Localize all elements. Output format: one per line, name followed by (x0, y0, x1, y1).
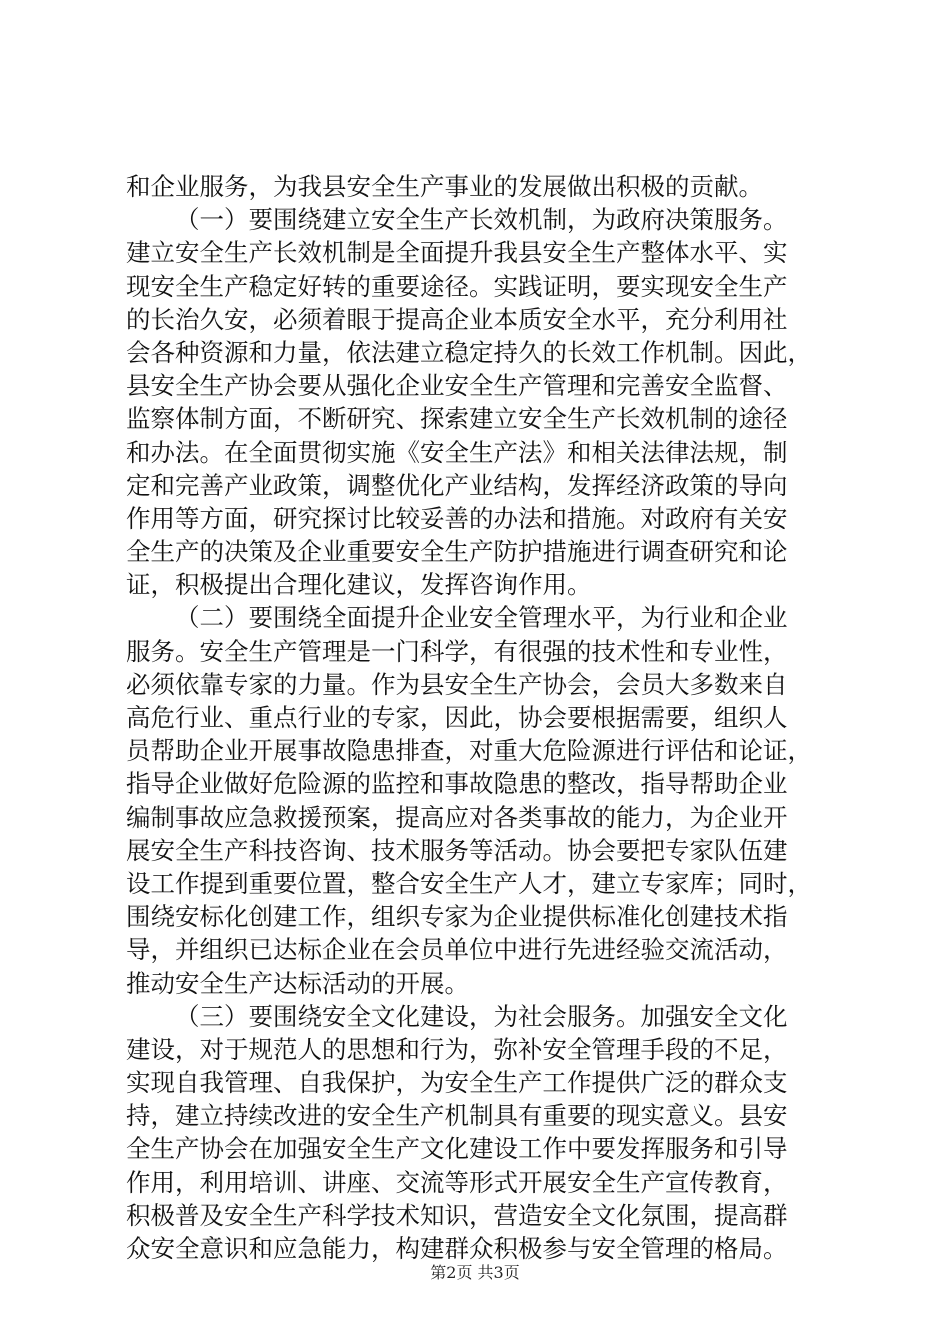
text-line: 建设，对于规范人的思想和行为，弥补安全管理手段的不足， (126, 1034, 788, 1064)
text-line: 众安全意识和应急能力，构建群众积极参与安全管理的格局。 (126, 1234, 788, 1263)
text-line: 全生产的决策及企业重要安全生产防护措施进行调查研究和论 (126, 537, 788, 567)
text-line: 设工作提到重要位置，整合安全生产人才，建立专家库；同时， (126, 868, 812, 898)
text-line: 的长治久安，必须着眼于提高企业本质安全水平，充分利用社 (126, 304, 788, 334)
text-line: 围绕安标化创建工作，组织专家为企业提供标准化创建技术指 (126, 902, 788, 932)
text-line: 作用等方面，研究探讨比较妥善的办法和措施。对政府有关安 (126, 503, 788, 533)
text-line: 实现自我管理、自我保护，为安全生产工作提供广泛的群众支 (126, 1068, 788, 1098)
text-line: 现安全生产稳定好转的重要途径。实践证明，要实现安全生产 (126, 271, 788, 301)
text-line: 积极普及安全生产科学技术知识，营造安全文化氛围，提高群 (126, 1200, 788, 1230)
text-line: 建立安全生产长效机制是全面提升我县安全生产整体水平、实 (126, 238, 788, 268)
page-number: 第2页 共3页 (430, 1263, 520, 1282)
text-line: 编制事故应急救援预案，提高应对各类事故的能力，为企业开 (126, 802, 788, 832)
text-line: 会各种资源和力量，依法建立稳定持久的长效工作机制。因此， (126, 337, 812, 367)
text-line: 推动安全生产达标活动的开展。 (126, 968, 469, 998)
text-line: 展安全生产科技咨询、技术服务等活动。协会要把专家队伍建 (126, 835, 788, 865)
text-line: 县安全生产协会要从强化企业安全生产管理和完善安全监督、 (126, 371, 788, 401)
text-line: 员帮助企业开展事故隐患排查，对重大危险源进行评估和论证， (126, 736, 812, 766)
text-line: 导，并组织已达标企业在会员单位中进行先进经验交流活动， (126, 935, 788, 965)
text-line: 全生产协会在加强安全生产文化建设工作中要发挥服务和引导 (126, 1134, 788, 1164)
text-line: 证，积极提出合理化建议，发挥咨询作用。 (126, 570, 592, 600)
text-line: 定和完善产业政策，调整优化产业结构，发挥经济政策的导向 (126, 470, 788, 500)
text-line: 和办法。在全面贯彻实施《安全生产法》和相关法律法规，制 (126, 437, 788, 467)
text-line: 作用，利用培训、讲座、交流等形式开展安全生产宣传教育， (126, 1167, 788, 1197)
text-line: 和企业服务，为我县安全生产事业的发展做出积极的贡献。 (126, 172, 763, 201)
text-line: 必须依靠专家的力量。作为县安全生产协会，会员大多数来自 (126, 669, 788, 699)
paragraph-2-heading-line: （二）要围绕全面提升企业安全管理水平，为行业和企业 (175, 603, 788, 633)
page-footer (0, 1262, 950, 1284)
text-line: 高危行业、重点行业的专家，因此，协会要根据需要，组织人 (126, 703, 788, 732)
document-body (126, 170, 846, 1265)
paragraph-1-heading-line: （一）要围绕建立安全生产长效机制，为政府决策服务。 (175, 205, 788, 235)
text-line: 指导企业做好危险源的监控和事故隐患的整改，指导帮助企业 (126, 769, 788, 799)
text-line: 监察体制方面，不断研究、探索建立安全生产长效机制的途径 (126, 404, 788, 434)
text-line: 持，建立持续改进的安全生产机制具有重要的现实意义。县安 (126, 1101, 788, 1131)
text-line: 服务。安全生产管理是一门科学，有很强的技术性和专业性， (126, 636, 788, 666)
paragraph-3-heading-line: （三）要围绕安全文化建设，为社会服务。加强安全文化 (175, 1001, 788, 1031)
